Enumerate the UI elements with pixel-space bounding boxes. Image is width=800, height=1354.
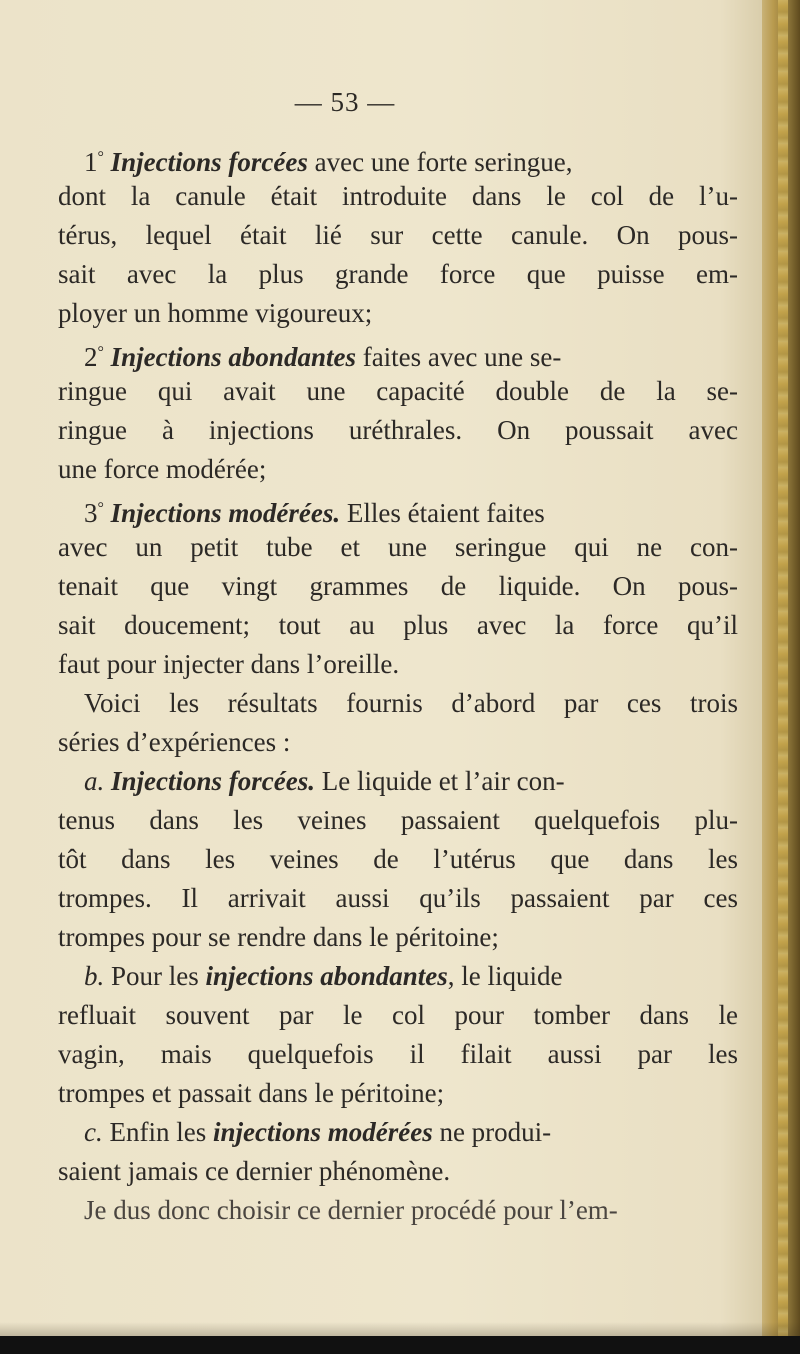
emphasis-text: injections abondantes bbox=[205, 961, 448, 991]
degree-mark: ° bbox=[97, 344, 104, 361]
line-text: trompes et passait dans le péritoine; bbox=[58, 1078, 445, 1108]
line-text: séries d’expériences : bbox=[58, 727, 291, 757]
text-line bbox=[58, 333, 738, 372]
text-line bbox=[58, 606, 738, 645]
line-text: ringue à injections uréthrales. On poussait avec bbox=[58, 415, 738, 445]
list-marker: b. bbox=[84, 961, 105, 991]
text-line bbox=[58, 996, 738, 1035]
line-text: dont la canule était introduite dans le col de l’u- bbox=[58, 181, 738, 211]
line-text: tenait que vingt grammes de liquide. On pous- bbox=[58, 571, 738, 601]
page-number: — 53 — bbox=[294, 87, 396, 117]
list-marker: 1 bbox=[84, 147, 98, 177]
text-line bbox=[58, 528, 738, 567]
line-text: Je dus donc choisir ce dernier procédé pour l’em- bbox=[84, 1195, 618, 1225]
line-text: avec un petit tube et une seringue qui ne con- bbox=[58, 532, 738, 562]
line-text: avec une forte seringue, bbox=[307, 147, 573, 177]
line-text: vagin, mais quelquefois il filait aussi par les bbox=[58, 1039, 738, 1069]
line-text: trompes. Il arrivait aussi qu’ils passaient par ces bbox=[58, 883, 738, 913]
text-line bbox=[58, 762, 738, 801]
text-line bbox=[58, 138, 738, 177]
text-line bbox=[58, 255, 738, 294]
line-text: térus, lequel était lié sur cette canule. On pous- bbox=[58, 220, 738, 250]
text-line bbox=[58, 1113, 738, 1152]
line-text: Enfin les bbox=[102, 1117, 213, 1147]
text-line bbox=[58, 801, 738, 840]
line-text: trompes pour se rendre dans le péritoine; bbox=[58, 922, 499, 952]
list-marker: c. bbox=[84, 1117, 103, 1147]
text-line bbox=[58, 411, 738, 450]
line-text: sait doucement; tout au plus avec la force qu’il bbox=[58, 610, 738, 640]
book-spine bbox=[762, 0, 800, 1354]
line-text: tenus dans les veines passaient quelquefois plu- bbox=[58, 805, 738, 835]
text-line bbox=[58, 879, 738, 918]
text-line bbox=[58, 1191, 738, 1230]
line-text: ringue qui avait une capacité double de la se- bbox=[58, 376, 738, 406]
emphasis-text: Injections forcées. bbox=[111, 766, 315, 796]
list-marker: a. bbox=[84, 766, 105, 796]
line-text: faut pour injecter dans l’oreille. bbox=[58, 649, 400, 679]
line-text: Elles étaient faites bbox=[340, 498, 545, 528]
line-text: sait avec la plus grande force que puisse em- bbox=[58, 259, 738, 289]
text-line bbox=[58, 1035, 738, 1074]
line-text: saient jamais ce dernier phénomène. bbox=[58, 1156, 451, 1186]
line-text: refluait souvent par le col pour tomber dans le bbox=[58, 1000, 738, 1030]
text-line bbox=[58, 294, 738, 333]
text-line bbox=[58, 1152, 738, 1191]
line-text: , le liquide bbox=[447, 961, 563, 991]
line-text: Voici les résultats fournis d’abord par ces trois bbox=[84, 688, 738, 718]
text-line bbox=[58, 723, 738, 762]
text-line bbox=[58, 177, 738, 216]
line-text: tôt dans les veines de l’utérus que dans les bbox=[58, 844, 738, 874]
text-line bbox=[58, 840, 738, 879]
page-edge-shadow bbox=[0, 1322, 800, 1336]
text-line bbox=[58, 450, 738, 489]
bottom-black-border bbox=[0, 1336, 800, 1354]
text-line bbox=[58, 918, 738, 957]
emphasis-text: Injections abondantes bbox=[110, 342, 356, 372]
text-line bbox=[58, 216, 738, 255]
degree-mark: ° bbox=[97, 500, 104, 517]
body-text bbox=[58, 138, 738, 1230]
line-text: ployer un homme vigoureux; bbox=[58, 298, 373, 328]
spine-texture bbox=[778, 0, 788, 1354]
list-marker: 3 bbox=[84, 498, 98, 528]
emphasis-text: Injections modérées. bbox=[110, 498, 341, 528]
line-text: une force modérée; bbox=[58, 454, 267, 484]
text-line bbox=[58, 957, 738, 996]
line-text: Pour les bbox=[104, 961, 206, 991]
degree-mark: ° bbox=[97, 149, 104, 166]
text-line bbox=[58, 372, 738, 411]
line-text: faites avec une se- bbox=[355, 342, 562, 372]
line-text: ne produi- bbox=[432, 1117, 552, 1147]
text-line bbox=[58, 645, 738, 684]
emphasis-text: Injections forcées bbox=[110, 147, 308, 177]
line-text: Le liquide et l’air con- bbox=[314, 766, 565, 796]
text-line bbox=[58, 567, 738, 606]
text-line bbox=[58, 684, 738, 723]
list-marker: 2 bbox=[84, 342, 98, 372]
text-line bbox=[58, 1074, 738, 1113]
emphasis-text: injections modérées bbox=[212, 1117, 433, 1147]
text-line bbox=[58, 489, 738, 528]
